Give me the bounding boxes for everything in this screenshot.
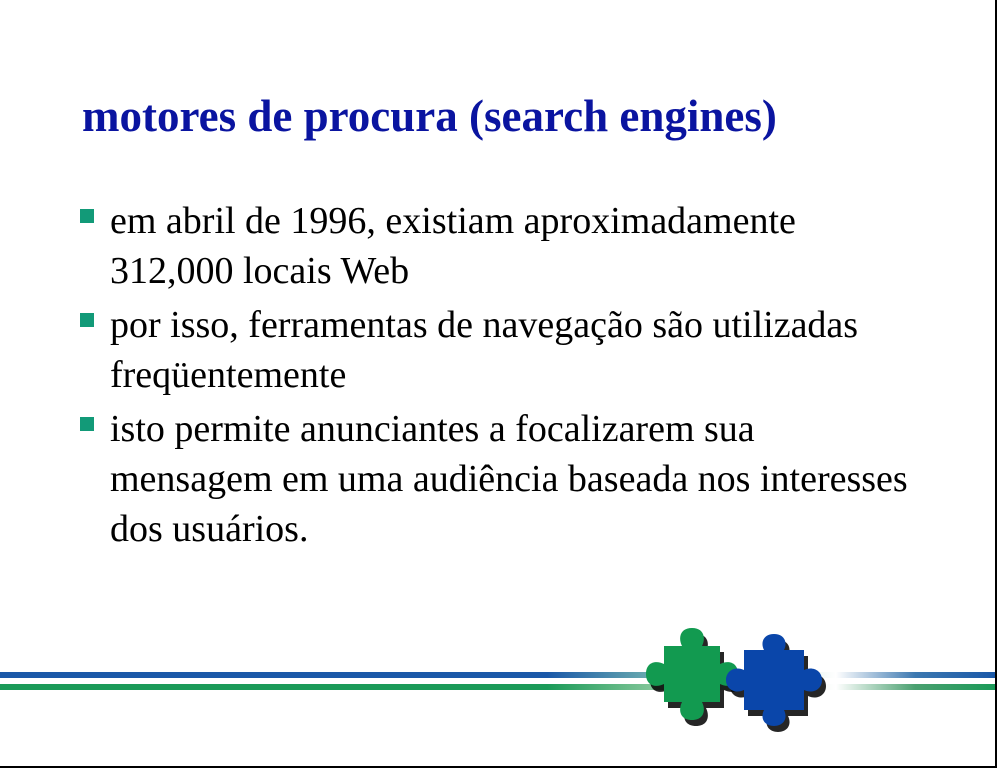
bullet-list xyxy=(80,196,910,558)
slide-title: motores de procura (search engines) xyxy=(82,91,777,141)
bullet-text: por isso, ferramentas de navegação são utilizadas freqüentemente xyxy=(110,304,859,396)
bullet-item xyxy=(80,300,910,400)
bullet-text: em abril de 1996, existiam aproximadamente 312,000 locais Web xyxy=(110,200,796,292)
square-bullet-icon xyxy=(80,313,94,327)
bullet-item xyxy=(80,404,910,554)
decorative-lines xyxy=(0,670,995,694)
bullet-text: isto permite anunciantes a focalizarem sua mensagem em uma audiência baseada nos interesses dos usuários. xyxy=(110,408,908,550)
square-bullet-icon xyxy=(80,417,94,431)
puzzle-pieces-icon xyxy=(640,612,830,737)
square-bullet-icon xyxy=(80,209,94,223)
bullet-item xyxy=(80,196,910,296)
